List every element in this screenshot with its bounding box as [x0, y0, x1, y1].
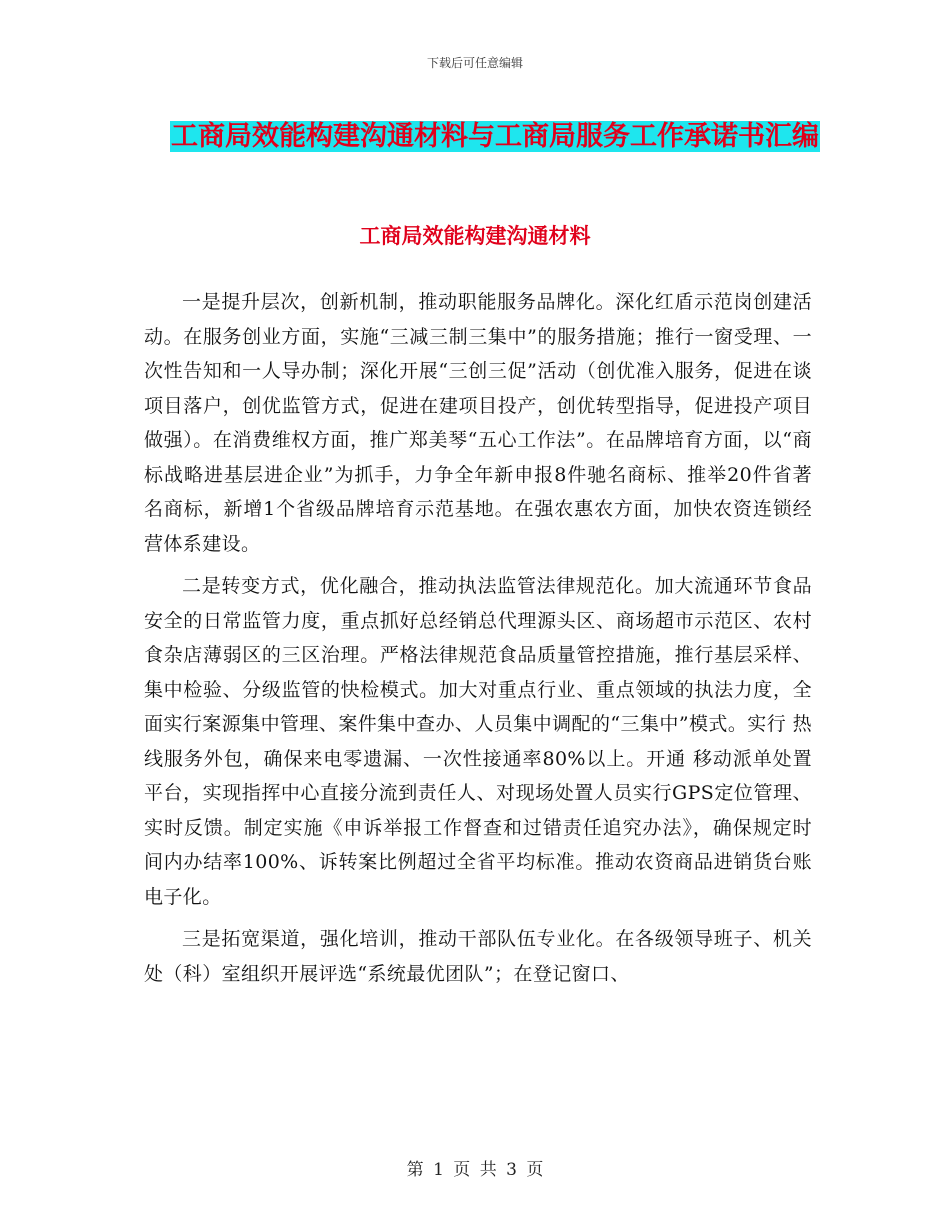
paragraph-1: 一是提升层次，创新机制，推动职能服务品牌化。深化红盾示范岗创建活动。在服务创业方面，实施“三减三制三集中”的服务措施；推行一窗受理、一次性告知和一人导办制；深化开展“三创三促”活动（创优准入服务，促进在谈项目落户，创优监管方式，促进在建项目投产，创优转型指导，促进投产项目做强）。在消费维权方面，推广郑美琴“五心工作法”。在品牌培育方面，以“商标战略进基层进企业”为抓手，力争全年新申报8件驰名商标、推举20件省著名商标，新增1个省级品牌培育示范基地。在强农惠农方面，加快农资连锁经营体系建设。	[144, 291, 812, 555]
page-header-note: 下载后可任意编辑	[426, 56, 523, 70]
document-title	[150, 112, 840, 162]
section-title: 工商局效能构建沟通材料	[359, 223, 591, 248]
document-body	[144, 285, 812, 999]
page-number: 第 1 页 共 3 页	[406, 1160, 544, 1180]
paragraph-3: 三是拓宽渠道，强化培训，推动干部队伍专业化。在各级领导班子、机关处（科）室组织开展评选“系统最优团队”；在登记窗口、	[144, 928, 812, 985]
document-title-text: 工商局效能构建沟通材料与工商局服务工作承诺书汇编	[171, 121, 819, 152]
paragraph-2: 二是转变方式，优化融合，推动执法监管法律规范化。加大流通环节食品安全的日常监管力度，重点抓好总经销总代理源头区、商场超市示范区、农村食杂店薄弱区的三区治理。严格法律规范食品质量管控措施，推行基层采样、集中检验、分级监管的快检模式。加大对重点行业、重点领域的执法力度，全面实行案源集中管理、案件集中查办、人员集中调配的“三集中”模式。实行 热线服务外包，确保来电零遗漏、一次性接通率80%以上。开通 移动派单处置平台，实现指挥中心直接分流到责任人、对现场处置人员实行GPS定位管理、实时反馈。制定实施《申诉举报工作督查和过错责任追究办法》，确保规定时间内办结率100%、诉转案比例超过全省平均标准。推动农资商品进销货台账电子化。	[144, 575, 812, 908]
